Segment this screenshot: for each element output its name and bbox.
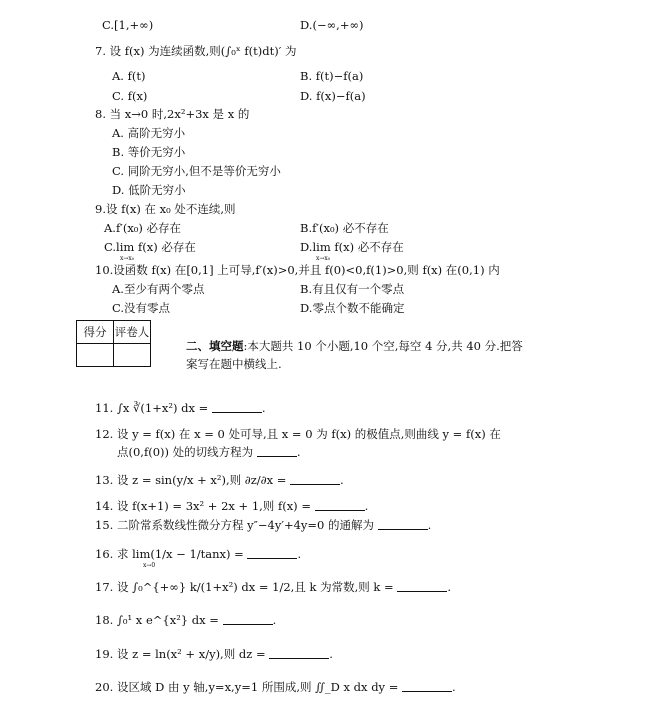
section-2-title: 二、填空题 <box>186 339 244 353</box>
q10-option-b: B.有且仅有一个零点 <box>300 282 405 296</box>
q7-option-b: B. f(t)−f(a) <box>300 69 364 83</box>
q9-option-b: B.f′(x₀) 必不存在 <box>300 221 389 235</box>
q17-text: 17. 设 ∫₀^{+∞} k/(1+x²) dx = 1/2,且 k 为常数,则 k = <box>95 580 394 594</box>
section-2-desc-line1: :本大题共 10 个小题,10 个空,每空 4 分,共 40 分.把答 <box>243 339 523 353</box>
q7-option-a: A. f(t) <box>112 69 146 83</box>
q19-answer-blank[interactable] <box>269 646 329 659</box>
q11-answer-blank[interactable] <box>212 400 262 413</box>
q19: 19. 设 z = ln(x² + x/y),则 dz = . <box>95 647 333 661</box>
q16-text: 16. 求 lim(1/x − 1/tanx) = <box>95 547 244 561</box>
q9-stem: 9.设 f(x) 在 x₀ 处不连续,则 <box>95 202 236 216</box>
q14: 14. 设 f(x+1) = 3x² + 2x + 1,则 f(x) = . <box>95 499 369 513</box>
q20: 20. 设区域 D 由 y 轴,y=x,y=1 所围成,则 ∬_D x dx dy = . <box>95 680 456 694</box>
q15: 15. 二阶常系数线性微分方程 y″−4y′+4y=0 的通解为 . <box>95 518 432 532</box>
q8-option-d: D. 低阶无穷小 <box>112 183 186 197</box>
q16-limit-sub: x→0 <box>143 562 156 569</box>
q12-text: 点(0,f(0)) 处的切线方程为 <box>117 445 254 459</box>
q7-option-d: D. f(x)−f(a) <box>300 89 366 103</box>
q9-option-d: D.lim f(x) 必不存在 <box>300 240 404 254</box>
q18-answer-blank[interactable] <box>223 612 273 625</box>
q15-answer-blank[interactable] <box>378 517 428 530</box>
q13: 13. 设 z = sin(y/x + x²),则 ∂z/∂x = . <box>95 473 344 487</box>
q13-text: 13. 设 z = sin(y/x + x²),则 ∂z/∂x = <box>95 473 287 487</box>
section-2-heading <box>186 337 523 373</box>
score-cell <box>77 344 114 367</box>
q10-option-c: C.没有零点 <box>112 301 171 315</box>
q7-option-c: C. f(x) <box>112 89 148 103</box>
q8-option-b: B. 等价无穷小 <box>112 145 186 159</box>
q6-option-d: D.(−∞,+∞) <box>300 18 364 32</box>
q14-answer-blank[interactable] <box>315 498 365 511</box>
q9-option-c-limit-sub: x→x₀ <box>120 255 135 262</box>
q9-option-a: A.f′(x₀) 必存在 <box>104 221 182 235</box>
q8-option-c: C. 同阶无穷小,但不是等价无穷小 <box>112 164 281 178</box>
q11-text: 11. ∫x ∛(1+x²) dx = <box>95 401 209 415</box>
grader-cell <box>114 344 151 367</box>
q18: 18. ∫₀¹ x e^{x²} dx = . <box>95 613 277 627</box>
q13-answer-blank[interactable] <box>290 472 340 485</box>
q12-line2: 点(0,f(0)) 处的切线方程为 . <box>117 445 301 459</box>
q19-text: 19. 设 z = ln(x² + x/y),则 dz = <box>95 647 266 661</box>
q20-answer-blank[interactable] <box>402 679 452 692</box>
q9-option-d-limit-sub: x→x₀ <box>316 255 331 262</box>
q11: 11. ∫x ∛(1+x²) dx = . <box>95 401 266 415</box>
grader-header: 评卷人 <box>114 321 151 344</box>
q8-stem: 8. 当 x→0 时,2x²+3x 是 x 的 <box>95 107 250 121</box>
q20-text: 20. 设区域 D 由 y 轴,y=x,y=1 所围成,则 ∬_D x dx dy = <box>95 680 399 694</box>
q8-option-a: A. 高阶无穷小 <box>112 126 186 140</box>
q10-option-d: D.零点个数不能确定 <box>300 301 405 315</box>
q9-option-c: C.lim f(x) 必存在 <box>104 240 196 254</box>
q12-answer-blank[interactable] <box>257 444 297 457</box>
q10-option-a: A.至少有两个零点 <box>112 282 205 296</box>
q15-text: 15. 二阶常系数线性微分方程 y″−4y′+4y=0 的通解为 <box>95 518 375 532</box>
score-header: 得分 <box>77 321 114 344</box>
q7-stem: 7. 设 f(x) 为连续函数,则(∫₀ˣ f(t)dt)′ 为 <box>95 44 297 58</box>
q17: 17. 设 ∫₀^{+∞} k/(1+x²) dx = 1/2,且 k 为常数,则 k = . <box>95 580 451 594</box>
q16-answer-blank[interactable] <box>247 546 297 559</box>
section-2-desc-line2: 案写在题中横线上. <box>186 357 282 371</box>
score-table <box>76 320 151 367</box>
q17-answer-blank[interactable] <box>397 579 447 592</box>
q16: 16. 求 lim(1/x − 1/tanx) = . <box>95 547 302 561</box>
q12-line1: 12. 设 y = f(x) 在 x = 0 处可导,且 x = 0 为 f(x) 的极值点,则曲线 y = f(x) 在 <box>95 427 501 441</box>
q14-text: 14. 设 f(x+1) = 3x² + 2x + 1,则 f(x) = <box>95 499 311 513</box>
q6-option-c: C.[1,+∞) <box>102 18 154 32</box>
q10-stem: 10.设函数 f(x) 在[0,1] 上可导,f′(x)>0,并且 f(0)<0,f(1)>0,则 f(x) 在(0,1) 内 <box>95 263 500 277</box>
q18-text: 18. ∫₀¹ x e^{x²} dx = <box>95 613 219 627</box>
